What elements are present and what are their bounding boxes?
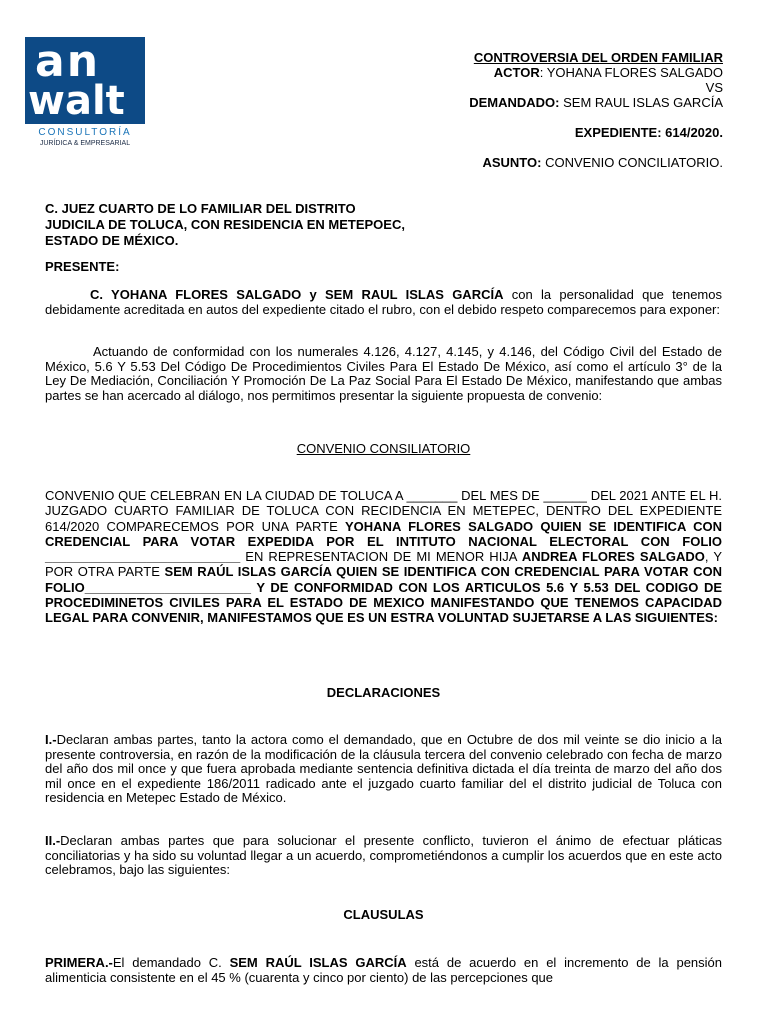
intro-paragraph	[45, 288, 722, 317]
addressee	[45, 201, 722, 249]
demandado-value: SEM RAUL ISLAS GARCÍA	[559, 95, 723, 110]
logo-consultoria: CONSULTORÍA	[38, 127, 132, 138]
case-title: CONTROVERSIA DEL ORDEN FAMILIAR	[473, 50, 723, 65]
company-logo	[25, 37, 145, 149]
declaracion-1	[45, 733, 722, 806]
declaracion-2-label: II.-	[45, 833, 61, 848]
convenio-bold-2: ANDREA FLORES SALGADO	[521, 549, 705, 565]
expediente: EXPEDIENTE: 614/2020.	[574, 125, 723, 140]
intro-text: con la personalidad que tenemos debidamente acreditada en autos del expediente citado el rubro, con el debido respeto comparecemos para exponer:	[45, 287, 722, 317]
clausula-primera	[45, 956, 722, 985]
addressee-line-3: ESTADO DE MÉXICO.	[45, 233, 179, 248]
declaracion-2-text: Declaran ambas partes que para solucionar el presente conflicto, tuvieron el ánimo de efectuar pláticas conciliatorias y ha sido su voluntad llegar a un acuerdo, comprometiéndonos a cumplir los acuerdos que en este acto celebramos, bajo las siguientes:	[45, 833, 722, 877]
actor-value: : YOHANA FLORES SALGADO	[539, 65, 723, 80]
addressee-line-2: JUDICILA DE TOLUCA, CON RESIDENCIA EN METEPOEC,	[45, 217, 405, 232]
asunto-line	[469, 155, 723, 170]
logo-juridica: JURÍDICA & EMPRESARIAL	[39, 140, 131, 147]
expediente-line	[469, 125, 723, 140]
convenio-bold-3: SEM RAÚL ISLAS GARCÍA QUIEN SE IDENTIFICA CON CREDENCIAL PARA VOTAR CON FOLIO_______________________ Y DE CONFORMIDAD CON LOS ARTICULOS 5.6 Y 5.53 DEL CODIGO DE PROCEDIMINETOS CIVILES PARA EL ESTADO DE MEXICO MANIFESTANDO QUE TENEMOS CAPACIDAD LEGAL PARA CONVENIR, MANIFESTAMOS QUE ES UN ESTRA VOLUNTAD SUJETARSE A LAS SIGUIENTES:	[45, 564, 722, 626]
addressee-line-1: C. JUEZ CUARTO DE LO FAMILIAR DEL DISTRITO	[45, 201, 356, 216]
logo-word-walt: walt	[28, 78, 125, 124]
asunto-label: ASUNTO:	[482, 155, 542, 170]
convenio-text-2: EN REPRESENTACION DE MI MENOR HIJA	[240, 549, 522, 565]
clausula-primera-label: PRIMERA.-	[45, 955, 113, 970]
clausula-primera-text-2: está de acuerdo en el incremento de la pensión alimenticia consistente en el 45 % (cuarenta y cinco por ciento) de las percepciones que	[45, 955, 722, 985]
intro-parties: C. YOHANA FLORES SALGADO y SEM RAUL ISLAS GARCÍA	[90, 287, 504, 302]
clausula-primera-party: SEM RAÚL ISLAS GARCÍA	[229, 955, 407, 970]
presente: PRESENTE:	[45, 259, 120, 274]
clausulas-title: CLAUSULAS	[343, 907, 424, 922]
actuando-paragraph: Actuando de conformidad con los numerales 4.126, 4.127, 4.145, y 4.146, del Código Civil del Estado de México, 5.6 Y 5.53 Del Código De Procedimientos Civiles Para El Estado De México, así como el artículo 3° de la Ley De Mediación, Conciliación Y Promoción De La Paz Social Para El Estado De México, manifestando que ambas partes se han acercado al diálogo, nos permitimos presentar la siguiente propuesta de convenio:	[45, 344, 722, 403]
convenio-text-1: CONVENIO QUE CELEBRAN EN LA CIUDAD DE TOLUCA A _______ DEL MES DE ______ DEL 2021 ANTE EL H. JUZGADO CUARTO FAMILIAR DE TOLUCA CON RECIDENCIA EN METEPEC, DENTRO DEL EXPEDIENTE 614/2020 COMPARECEMOS POR UNA PARTE	[45, 488, 722, 534]
demandado-line	[469, 95, 723, 110]
actor-label: ACTOR	[493, 65, 540, 80]
convenio-bold-1: YOHANA FLORES SALGADO QUIEN SE IDENTIFICA CON CREDENCIAL PARA VOTAR EXPEDIDA POR EL INTITUTO NACIONAL ELECTORAL CON FOLIO ___________________________	[45, 518, 722, 565]
declaracion-1-text: Declaran ambas partes, tanto la actora como el demandado, que en Octubre de dos mil veinte se dio inicio a la presente controversia, en razón de la modificación de la cláusula tercera del convenio celebrado con fecha de marzo del año dos mil once y que fuera aprobada mediante sentencia definitiva dictada el día treinta de marzo del año dos mil once en el expediente 186/2011 radicado ante el juzgado cuarto familiar del el distrito judicial de Toluca con residencia en Metepec Estado de México.	[45, 732, 722, 805]
convenio-paragraph	[45, 488, 722, 626]
asunto-value: CONVENIO CONCILIATORIO.	[541, 155, 723, 170]
vs-line: VS	[705, 80, 723, 95]
declaraciones-title: DECLARACIONES	[326, 685, 441, 700]
convenio-title-text: CONVENIO CONSILIATORIO	[296, 441, 471, 456]
convenio-title	[45, 442, 722, 457]
actor-line	[469, 65, 723, 80]
logo-word-an: an	[35, 36, 101, 87]
clausula-primera-text-1: El demandado C.	[112, 955, 230, 970]
declaracion-2	[45, 834, 722, 878]
demandado-label: DEMANDADO:	[469, 95, 560, 110]
case-header	[469, 50, 723, 170]
convenio-text-3: , Y POR OTRA PARTE	[45, 549, 722, 580]
logo-mark	[25, 37, 145, 124]
declaracion-1-label: I.-	[45, 732, 57, 747]
